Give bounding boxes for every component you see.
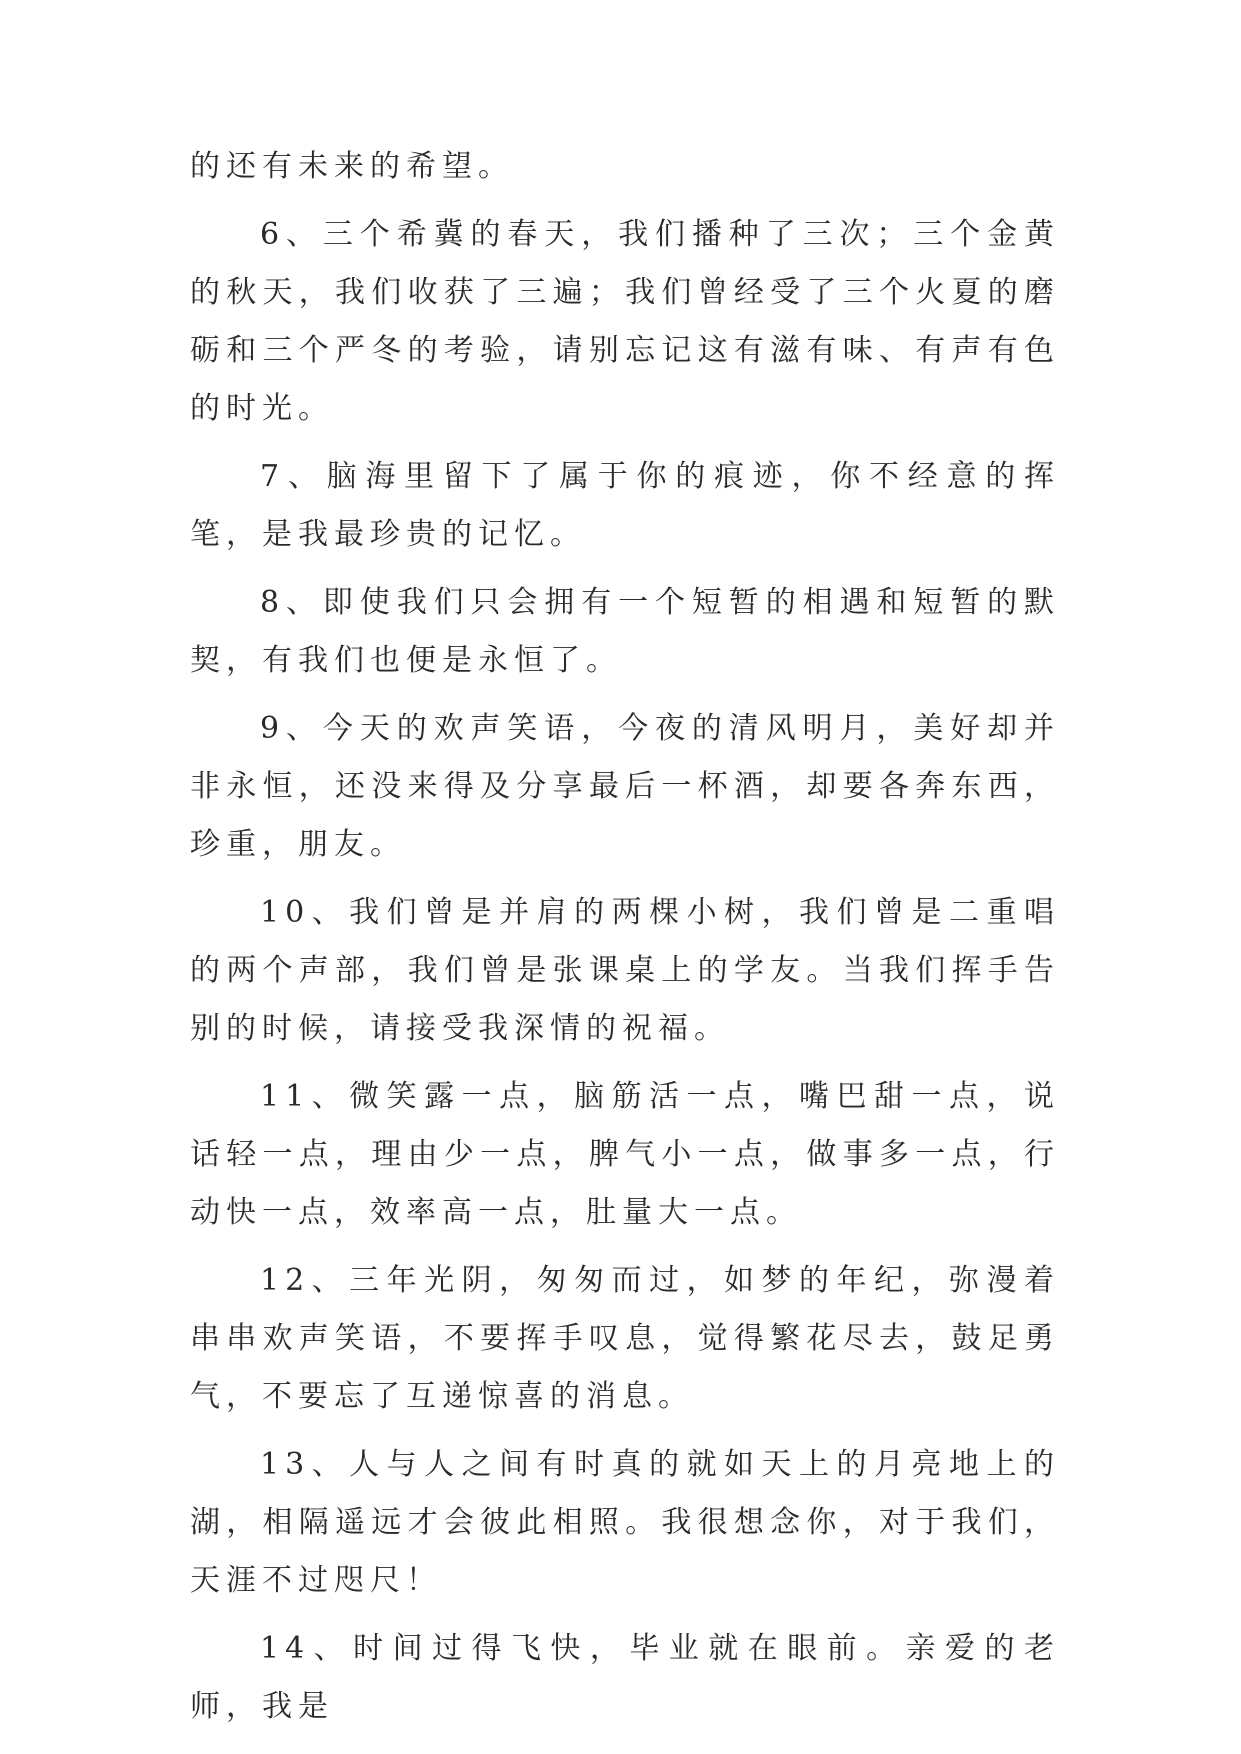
paragraph-item-6: 6、三个希冀的春天，我们播种了三次；三个金黄的秋天，我们收获了三遍；我们曾经受了三个火夏的磨砺和三个严冬的考验，请别忘记这有滋有味、有声有色的时光。 xyxy=(190,217,1060,426)
paragraph-item-9: 9、今天的欢声笑语，今夜的清风明月，美好却并非永恒，还没来得及分享最后一杯酒，却要各奔东西，珍重，朋友。 xyxy=(190,711,1060,862)
paragraph-item-7: 7、脑海里留下了属于你的痕迹，你不经意的挥笔，是我最珍贵的记忆。 xyxy=(190,459,1060,552)
paragraph-continuation: 的还有未来的希望。 xyxy=(190,149,514,184)
document-page xyxy=(190,138,1060,1746)
paragraph-item-12: 12、三年光阴，匆匆而过，如梦的年纪，弥漫着串串欢声笑语，不要挥手叹息，觉得繁花尽去，鼓足勇气，不要忘了互递惊喜的消息。 xyxy=(190,1263,1060,1414)
paragraph-item-10: 10、我们曾是并肩的两棵小树，我们曾是二重唱的两个声部，我们曾是张课桌上的学友。当我们挥手告别的时候，请接受我深情的祝福。 xyxy=(190,895,1060,1046)
paragraph-item-8: 8、即使我们只会拥有一个短暂的相遇和短暂的默契，有我们也便是永恒了。 xyxy=(190,585,1060,678)
paragraph-item-14: 14、时间过得飞快，毕业就在眼前。亲爱的老师，我是 xyxy=(190,1631,1060,1724)
paragraph-item-11: 11、微笑露一点，脑筋活一点，嘴巴甜一点，说话轻一点，理由少一点，脾气小一点，做事多一点，行动快一点，效率高一点，肚量大一点。 xyxy=(190,1079,1060,1230)
paragraph-item-13: 13、人与人之间有时真的就如天上的月亮地上的湖，相隔遥远才会彼此相照。我很想念你，对于我们，天涯不过咫尺！ xyxy=(190,1447,1060,1598)
